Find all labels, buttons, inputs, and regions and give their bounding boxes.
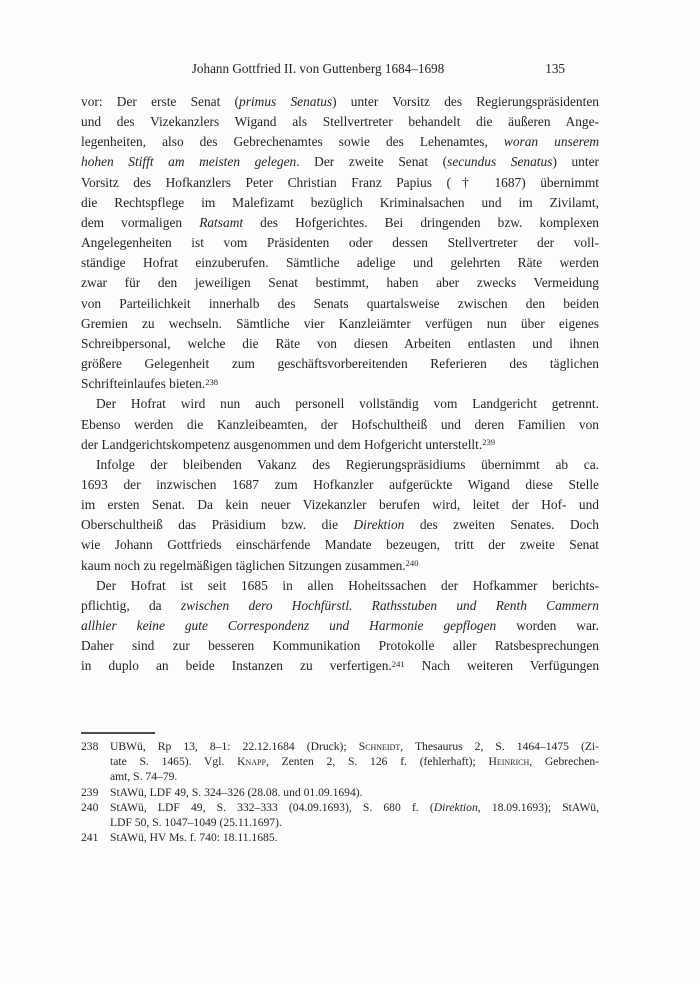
text-segment: Ratsamt (199, 214, 244, 230)
text-line (81, 415, 599, 435)
text-segment: StAWü, LDF 49, S. 332–333 (04.09.1693), S. 680 f. ( (110, 800, 434, 814)
footnote-number: 240 (81, 800, 99, 814)
text-segment: Knapp (237, 755, 266, 769)
text-segment: , 18.09.1693); StAWü, (477, 800, 599, 814)
text-segment: allhier keine gute Correspondenz und Harmonie gepflogen (81, 618, 497, 634)
text-line (81, 636, 599, 656)
text-line (110, 815, 599, 830)
paragraph (81, 92, 599, 394)
text-line (81, 535, 599, 555)
text-segment: pflichtig, da (81, 597, 181, 613)
text-segment: Der Hofrat wird nun auch personell vollständig vom Landgericht getrennt. (96, 396, 599, 412)
text-line (81, 152, 599, 172)
text-line (81, 173, 599, 193)
footnote (81, 830, 599, 845)
text-segment: primus Senatus (239, 94, 333, 109)
text-segment: worden war. (496, 618, 599, 634)
text-segment: in duplo an beide Instanzen zu verfertigen. (81, 658, 392, 674)
footnote (81, 800, 599, 830)
text-segment: amt, S. 74–79. (110, 770, 178, 784)
text-line (81, 495, 599, 515)
text-line (81, 314, 599, 334)
text-line (81, 616, 599, 636)
text-line (81, 656, 599, 676)
text-segment: hohen Stifft am meisten gelegen (81, 154, 297, 170)
text-segment: zwar für den jeweiligen Senat bestimmt, haben aber zwecks Vermeidung (81, 275, 599, 291)
text-segment: woran unserem (503, 134, 599, 150)
text-line (81, 455, 599, 475)
text-segment: Schreibpersonal, welche die Räte von diesen Arbeiten entlasten und ihnen (81, 335, 599, 351)
text-segment: Direktion (433, 800, 478, 814)
page-header (81, 60, 599, 80)
text-line (81, 596, 599, 616)
running-head: Johann Gottfried II. von Guttenberg 1684–1698 (191, 61, 445, 76)
text-segment: Vorsitz des Hofkanzlers Peter Christian Franz Papius († 1687) übernimmt (81, 174, 599, 190)
footnote (81, 785, 599, 800)
text-segment: Infolge der bleibenden Vakanz des Regierungspräsidiums übernimmt ab ca. (96, 456, 599, 472)
text-line (81, 193, 599, 213)
text-segment: LDF 50, S. 1047–1049 (25.11.1697). (110, 816, 282, 830)
text-line (110, 739, 599, 754)
text-line (81, 475, 599, 495)
text-line (81, 92, 599, 112)
text-segment: des Hofgerichtes. Bei dringenden bzw. komplexen (243, 214, 600, 230)
body-text (81, 92, 599, 677)
text-segment: tate S. 1465). Vgl. (110, 755, 238, 769)
text-line (110, 785, 599, 800)
footnote-marker: 238 (205, 376, 219, 387)
text-segment: , Gebrechen- (529, 755, 599, 769)
text-line (81, 556, 599, 576)
text-line (81, 294, 599, 314)
text-segment: Schneidt (358, 740, 401, 753)
footnote-marker: 241 (391, 658, 405, 669)
footnote-marker: 239 (482, 437, 496, 448)
text-segment: , Zenten 2, S. 126 f. (fehlerhaft); (265, 755, 489, 769)
text-segment: Angelegenheiten ist vom Präsidenten oder dessen Stellvertreter der voll- (81, 235, 599, 251)
text-line (110, 830, 599, 845)
footnote-number: 238 (81, 740, 99, 753)
text-line (110, 754, 599, 769)
paragraph (81, 455, 599, 576)
text-segment: im ersten Senat. Da kein neuer Vizekanzler berufen wird, leitet der Hof- und (81, 497, 599, 513)
text-segment: secundus Senatus (447, 154, 553, 170)
page-number: 135 (545, 61, 565, 76)
text-segment: und des Vizekanzlers Wigand als Stellvertreter behandelt die äußeren Ange- (81, 114, 599, 130)
text-segment: Oberschultheiß das Präsidium bzw. die (81, 517, 354, 533)
text-line (81, 334, 599, 354)
text-line (110, 800, 599, 815)
text-line (81, 576, 599, 596)
footnote-rule (81, 732, 155, 734)
text-segment: Der Hofrat ist seit 1685 in allen Hoheitssachen der Hofkammer berichts- (96, 577, 599, 593)
text-segment: kaum noch zu regelmäßigen täglichen Sitzungen zusammen. (81, 557, 406, 573)
paragraph (81, 394, 599, 454)
text-segment: wie Johann Gottfrieds einschärfende Mandate bezeugen, tritt der zweite Senat (81, 537, 599, 553)
text-segment: der Landgerichtskompetenz ausgenommen und dem Hofgericht unterstellt. (81, 436, 483, 452)
text-line (81, 435, 599, 455)
text-line (110, 769, 599, 784)
text-segment: StAWü, HV Ms. f. 740: 18.11.1685. (110, 831, 278, 845)
text-segment: legenheiten, also des Gebrechenamtes sowie des Lehenamtes, (81, 134, 504, 150)
text-segment: ) unter (552, 154, 599, 170)
text-segment: UBWü, Rp 13, 8–1: 22.12.1684 (Druck); (110, 740, 359, 753)
text-segment: Gremien zu wechseln. Sämtliche vier Kanzleiämter verfügen nun über eigenes (81, 315, 599, 331)
text-line (81, 253, 599, 273)
text-line (81, 112, 599, 132)
text-segment: zwischen dero Hochfürstl. Rathsstuben und Renth Cammern (180, 597, 599, 613)
text-segment: ständige Hofrat einzuberufen. Sämtliche adelige und gelehrten Räte werden (81, 255, 599, 271)
text-segment: dem vormaligen (81, 214, 200, 230)
text-segment: von Parteilichkeit innerhalb des Senats quartalsweise zwischen den beiden (81, 295, 599, 311)
text-line (81, 132, 599, 152)
paragraph (81, 576, 599, 677)
text-segment: Daher sind zur besseren Kommunikation Protokolle aller Ratsbesprechungen (81, 638, 599, 654)
footnote (81, 739, 599, 785)
footnote-marker: 240 (405, 558, 419, 568)
text-line (81, 233, 599, 253)
text-segment: 1693 der inzwischen 1687 zum Hofkanzler aufgerückte Wigand diese Stelle (81, 476, 599, 492)
text-line (81, 273, 599, 293)
text-segment: Schrifteinlaufes bieten. (81, 376, 206, 392)
text-segment: Ebenso werden die Kanzleibeamten, der Hofschultheiß und deren Familien von (81, 416, 599, 432)
text-segment: StAWü, LDF 49, S. 324–326 (28.08. und 01.09.1694). (110, 785, 363, 799)
text-line (81, 515, 599, 535)
text-segment: . Der zweite Senat ( (296, 154, 448, 170)
text-line (81, 354, 599, 374)
footnote-number: 239 (81, 785, 99, 799)
text-segment: des zweiten Senates. Doch (404, 517, 599, 533)
footnotes (81, 739, 599, 845)
text-segment: die Rechtspflege im Malefizamt bezüglich Kriminalsachen und im Zivilamt, (81, 194, 599, 210)
text-segment: ) unter Vorsitz des Regierungspräsidenten (332, 94, 599, 109)
footnote-number: 241 (81, 831, 99, 845)
text-segment: Heinrich (488, 755, 530, 769)
text-line (81, 394, 599, 414)
text-segment: größere Gelegenheit zum geschäftsvorbereitenden Referieren des täglichen (81, 356, 599, 372)
text-line (81, 213, 599, 233)
text-segment: vor: Der erste Senat ( (81, 94, 240, 109)
text-segment: Nach weiteren Verfügungen (404, 658, 600, 674)
text-segment: , Thesaurus 2, S. 1464–1475 (Zi- (400, 740, 599, 753)
text-line (81, 374, 599, 394)
text-segment: Direktion (353, 517, 405, 533)
